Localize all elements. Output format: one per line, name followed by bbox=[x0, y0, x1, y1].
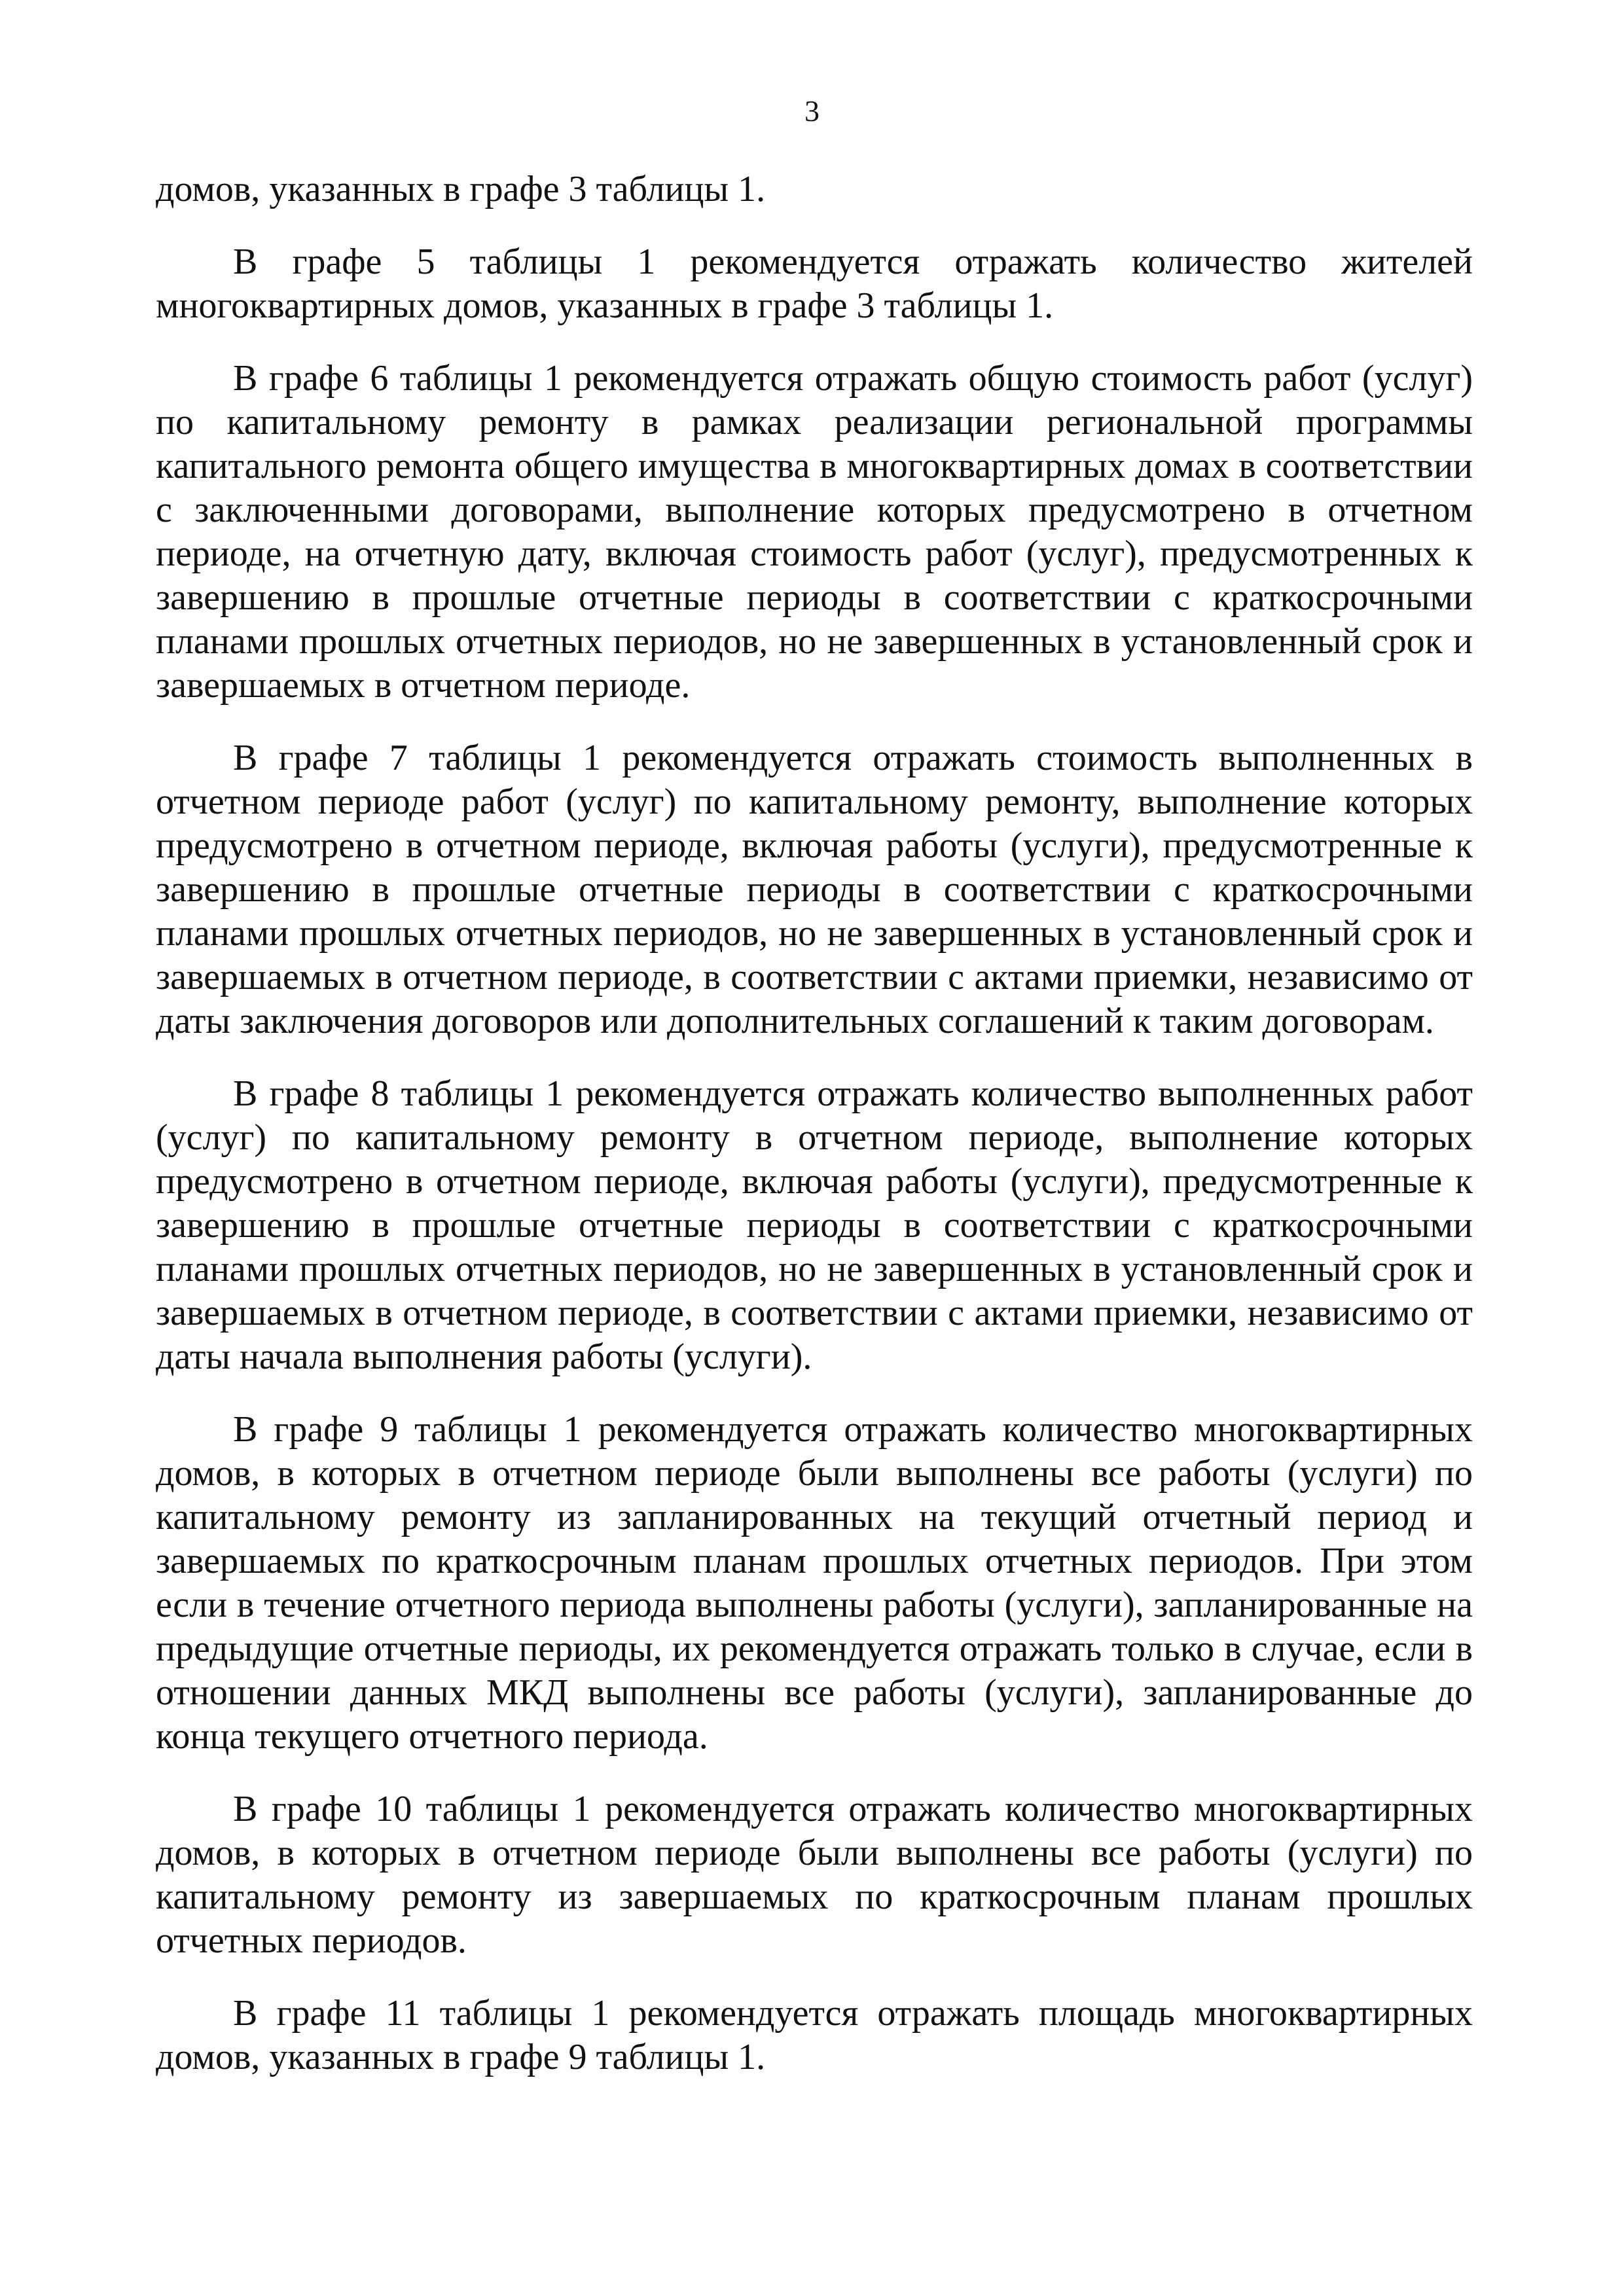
paragraph-column-6: В графе 6 таблицы 1 рекомендуется отражать общую стоимость работ (услуг) по капитальному ремонту в рамках реализации региональной программы капитального ремонта общего имущества в многоквартирных домах в соответствии с заключенными договорами, выполнение которых предусмотрено в отчетном периоде, на отчетную дату, включая стоимость работ (услуг), предусмотренных к завершению в прошлые отчетные периоды в соответствии с краткосрочными планами прошлых отчетных периодов, но не завершенных в установленный срок и завершаемых в отчетном периоде. bbox=[156, 358, 1473, 706]
paragraph-column-5: В графе 5 таблицы 1 рекомендуется отражать количество жителей многоквартирных домов, указанных в графе 3 таблицы 1. bbox=[156, 242, 1473, 326]
paragraph-column-7: В графе 7 таблицы 1 рекомендуется отражать стоимость выполненных в отчетном периоде работ (услуг) по капитальному ремонту, выполнение которых предусмотрено в отчетном периоде, включая работы (услуги), предусмотренные к завершению в прошлые отчетные периоды в соответствии с краткосрочными планами прошлых отчетных периодов, но не завершенных в установленный срок и завершаемых в отчетном периоде, в соответствии с актами приемки, независимо от даты заключения договоров или дополнительных соглашений к таким договорам. bbox=[156, 738, 1473, 1041]
paragraph-column-11: В графе 11 таблицы 1 рекомендуется отражать площадь многоквартирных домов, указанных в графе 9 таблицы 1. bbox=[156, 1993, 1473, 2077]
document-body bbox=[156, 168, 1473, 2079]
paragraph-column-10: В графе 10 таблицы 1 рекомендуется отражать количество многоквартирных домов, в которых в отчетном периоде были выполнены все работы (услуги) по капитальному ремонту из завершаемых по краткосрочным планам прошлых отчетных периодов. bbox=[156, 1789, 1473, 1961]
paragraph-continuation: домов, указанных в графе 3 таблицы 1. bbox=[156, 169, 766, 209]
paragraph-column-8: В графе 8 таблицы 1 рекомендуется отражать количество выполненных работ (услуг) по капитальному ремонту в отчетном периоде, выполнение которых предусмотрено в отчетном периоде, включая работы (услуги), предусмотренные к завершению в прошлые отчетные периоды в соответствии с краткосрочными планами прошлых отчетных периодов, но не завершенных в установленный срок и завершаемых в отчетном периоде, в соответствии с актами приемки, независимо от даты начала выполнения работы (услуги). bbox=[156, 1073, 1473, 1377]
paragraph-column-9: В графе 9 таблицы 1 рекомендуется отражать количество многоквартирных домов, в которых в отчетном периоде были выполнены все работы (услуги) по капитальному ремонту из запланированных на текущий отчетный период и завершаемых по краткосрочным планам прошлых отчетных периодов. При этом если в течение отчетного периода выполнены работы (услуги), запланированные на предыдущие отчетные периоды, их рекомендуется отражать только в случае, если в отношении данных МКД выполнены все работы (услуги), запланированные до конца текущего отчетного периода. bbox=[156, 1409, 1473, 1757]
page-number: 3 bbox=[804, 94, 820, 128]
